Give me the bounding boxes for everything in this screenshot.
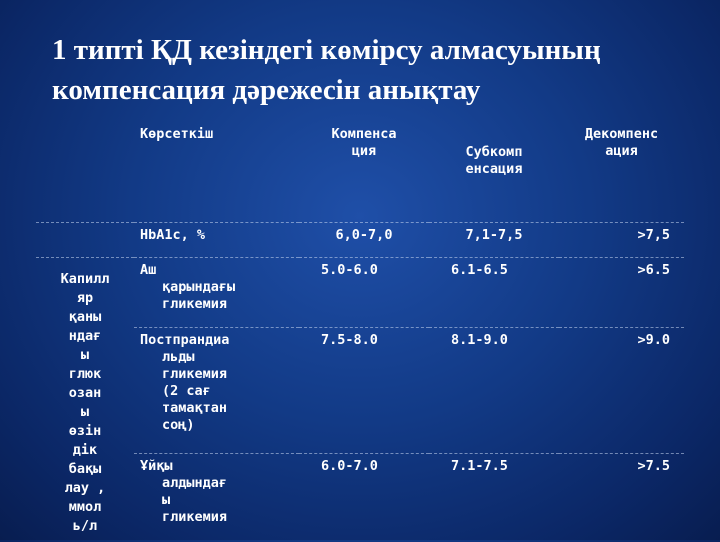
side-label [36,258,134,542]
row-indicator-line: (2 сағ [140,383,295,400]
header-subcompensation [429,120,559,223]
header-compensation [299,120,429,223]
row-indicator-line: алдындағ [140,475,295,492]
row-indicator-line: гликемия [140,296,295,313]
header-decompensation [559,120,684,223]
header-decompensation-line-1: Декомпенс [563,126,680,143]
row-decompensation: >7.5 [559,454,684,542]
empty-side-cell [36,223,134,258]
row-indicator-line: соң) [140,417,295,434]
row-indicator-line: HbA1c, % [140,227,295,244]
side-label-line: қаны [40,308,130,327]
table-row [36,258,684,328]
side-label-line: лау , [40,479,130,498]
header-decompensation-line-2: ация [563,143,680,160]
row-indicator-line: льды [140,349,295,366]
header-subcompensation-line-1: Субкомп [433,144,555,161]
row-indicator-line: тамақтан [140,400,295,417]
side-label-line: ь/л [40,517,130,536]
row-indicator [134,258,299,328]
compensation-table [36,120,684,542]
row-decompensation: >9.0 [559,327,684,454]
title-line-2: компенсация дәрежесін анықтау [52,70,692,110]
side-label-line: ндағ [40,327,130,346]
title-line-1: 1 типті ҚД кезіндегі көмірсу алмасуының [52,30,692,70]
header-indicator [134,120,299,223]
side-label-line: ы [40,346,130,365]
row-indicator-line: Ұйқы [140,458,295,475]
row-indicator-line: ы [140,492,295,509]
row-indicator-line: қарындағы [140,279,295,296]
header-subcompensation-line-2: енсация [433,161,555,178]
row-compensation: 6,0-7,0 [299,223,429,258]
row-indicator-line: Постпрандиа [140,332,295,349]
header-compensation-line-1: Компенса [303,126,425,143]
side-label-line: Капилл [40,270,130,289]
row-indicator [134,327,299,454]
row-subcompensation: 7,1-7,5 [429,223,559,258]
row-compensation: 7.5-8.0 [299,327,429,454]
row-compensation: 6.0-7.0 [299,454,429,542]
side-label-line: бақы [40,460,130,479]
row-indicator-line: Аш [140,262,295,279]
side-label-line: озан [40,384,130,403]
row-indicator [134,454,299,542]
row-compensation: 5.0-6.0 [299,258,429,328]
row-decompensation: >7,5 [559,223,684,258]
side-label-line: ы [40,403,130,422]
row-indicator [134,223,299,258]
row-indicator-line: гликемия [140,366,295,383]
slide-title [52,30,692,110]
side-label-line: ммол [40,498,130,517]
table-row [36,327,684,454]
header-indicator-text: Көрсеткіш [140,126,295,143]
row-subcompensation: 7.1-7.5 [429,454,559,542]
table-row [36,223,684,258]
table-header-row [36,120,684,223]
row-decompensation: >6.5 [559,258,684,328]
side-label-line: глюк [40,365,130,384]
header-empty-cell [36,120,134,223]
side-label-line: дік [40,441,130,460]
row-indicator-line: гликемия [140,509,295,526]
table-row [36,454,684,542]
header-compensation-line-2: ция [303,143,425,160]
row-subcompensation: 8.1-9.0 [429,327,559,454]
side-label-line: өзін [40,422,130,441]
side-label-line: яр [40,289,130,308]
row-subcompensation: 6.1-6.5 [429,258,559,328]
